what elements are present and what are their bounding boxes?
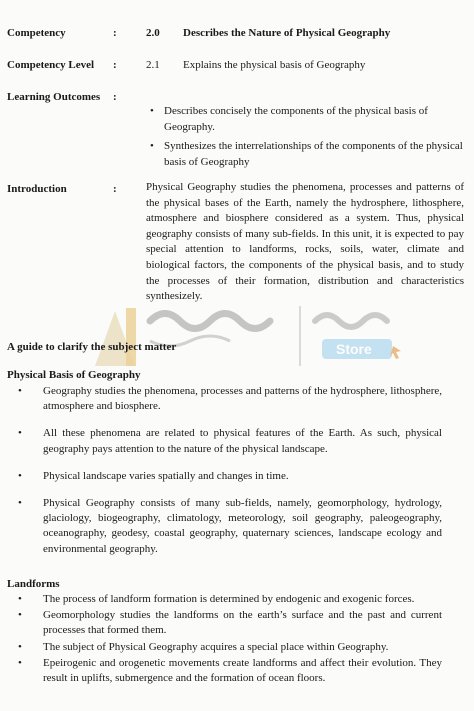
list-item [16,592,442,607]
competency-number: 2.0 [146,27,160,39]
bullet-icon: • [18,497,22,510]
introduction-text: Physical Geography studies the phenomena, processes and patterns of the physical bases of the Earth, namely the hydrosphere, lithosphere, atmosphere and biosphere considered as a system. Thus, physical geography consists of many sub-fields. In this unit, it is expected to pay special attention to landforms, rocks, soils, water, climate and biological factors, the components of the physical basis, and to study the processes of their formation, distribution and characteristics synthesizely. [146,181,464,303]
landforms-heading: Landforms [7,578,60,590]
introduction-colon: : [113,183,117,195]
landforms-list [16,592,442,687]
learning-outcomes-list [146,104,472,174]
list-item [16,640,442,655]
list-item [16,608,442,638]
watermark-logo-graphic [90,296,420,372]
bullet-icon: • [18,593,22,605]
physical-basis-heading: Physical Basis of Geography [7,369,141,381]
watermark-logo [90,296,420,372]
list-item-text: All these phenomena are related to physical features of the Earth. As such, physical geography pays attention to the nature of the physical landscape. [43,427,442,455]
list-item [16,496,442,557]
watermark-store-text: Store [336,341,372,357]
list-item-text: Geography studies the phenomena, processes and patterns of the hydrosphere, lithosphere, atmosphere and biosphere. [43,385,442,413]
list-item [16,656,442,686]
bullet-icon: • [18,427,22,440]
bullet-icon: • [18,609,22,622]
competency-level-number: 2.1 [146,59,160,71]
list-item [146,139,472,170]
competency-level-text: Explains the physical basis of Geography [183,59,366,71]
bullet-icon: • [150,105,154,117]
competency-label: Competency [7,27,66,39]
list-item-text: The subject of Physical Geography acquires a special place within Geography. [43,640,389,653]
physical-basis-list [16,384,442,557]
competency-colon: : [113,27,117,39]
introduction-label: Introduction [7,183,67,195]
learning-outcome-text: Describes concisely the components of the physical basis of Geography. [164,105,428,133]
learning-outcomes-label: Learning Outcomes [7,91,101,103]
list-item-text: The process of landform formation is determined by endogenic and exogenic forces. [43,593,415,605]
learning-outcomes-colon: : [113,91,117,103]
list-item-text: Geomorphology studies the landforms on the earth’s surface and the past and current processes that formed them. [43,609,442,637]
bullet-icon: • [18,656,22,669]
guide-heading: A guide to clarify the subject matter [7,341,177,353]
bullet-icon: • [18,385,22,397]
list-item [146,104,472,135]
competency-text: Describes the Nature of Physical Geography [183,27,391,39]
list-item-text: Epeirogenic and orogenetic movements create landforms and affect their evolution. They result in uplifts, submergence and the formation of ocean floors. [43,656,442,685]
bullet-icon: • [18,640,22,653]
competency-level-label: Competency Level [7,59,95,71]
list-item-text: Physical landscape varies spatially and changes in time. [43,469,289,482]
bullet-icon: • [150,140,154,152]
list-item [16,384,442,414]
competency-level-colon: : [113,59,117,71]
bullet-icon: • [18,469,22,482]
learning-outcome-text: Synthesizes the interrelationships of the components of the physical basis of Geography [164,140,463,168]
list-item [16,426,442,456]
list-item-text: Physical Geography consists of many sub-fields, namely, geomorphology, hydrology, glaciology, biogeography, climatology, meteorology, soil geography, paleogeography, oceanography, geodesy, coastal geography, quaternary sciences, landscape ecology and environmental geography. [43,497,442,555]
list-item [16,469,442,484]
